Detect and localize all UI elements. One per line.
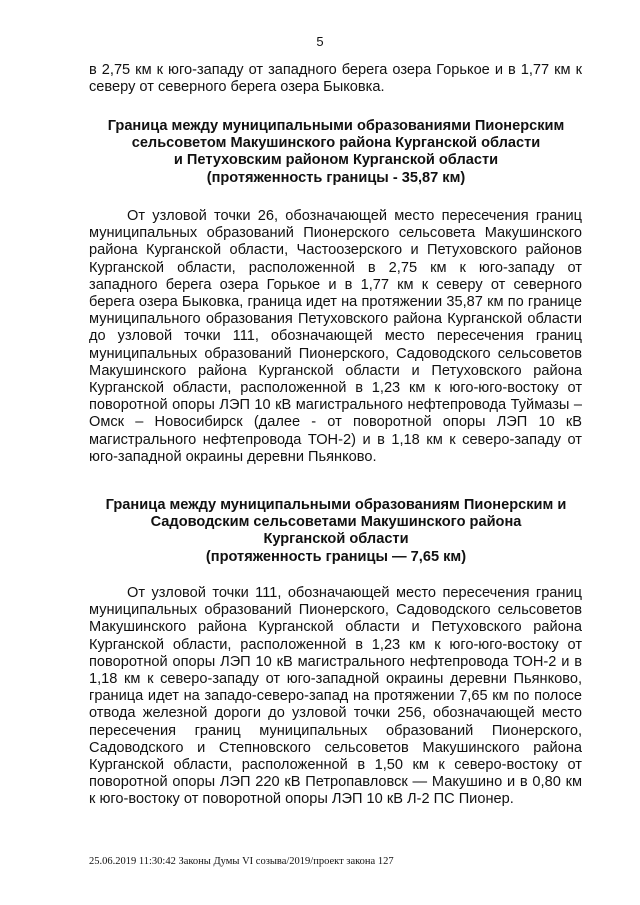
section1-heading-line: сельсоветом Макушинского района Курганской области (131, 135, 541, 152)
section1-heading-line: (протяженность границы - 35,87 км) (206, 169, 466, 186)
section2-heading-line: Граница между муниципальными образованиям Пионерским и (105, 497, 567, 513)
section2-heading-line: Курганской области (263, 531, 409, 548)
page-number: 5 (316, 34, 324, 49)
section2-heading-line: (протяженность границы — 7,65 км) (205, 548, 467, 565)
section1-heading (80, 118, 592, 187)
section1-paragraph: От узловой точки 26, обозначающей место пересечения границ муниципальных образований Пионерского сельсовета Макушинского района Курганской области, Частоозерского и Петуховского районов Курганской области, расположенной в 2,75 км к юго-западу от западного берега озера Горькое и в 1,77 км к северу от северного берега озера Быковка, граница идет на протяжении 35,87 км по границе муниципального образования Петуховского района Курганской области до узловой точки 111, обозначающей место пересечения границ муниципальных образований Пионерского, Садоводского сельсоветов Макушинского района Курганской области и Петуховского района Курганской области, расположенной в 1,23 км к юго-юго-востоку от поворотной опоры ЛЭП 10 кВ магистрального нефтепровода Туймазы – Омск – Новосибирск (далее - от поворотной опоры ЛЭП 10 кВ магистрального нефтепровода ТОН-2) и в 1,18 км к северо-западу от юго-западной окраины деревни Пьянково. (89, 208, 582, 465)
section2-paragraph: От узловой точки 111, обозначающей место пересечения границ муниципальных образований Пионерского, Садоводского сельсоветов Макушинского района Курганской области и Петуховского района Курганской области, расположенной в 1,23 км к юго-юго-востоку от поворотной опоры ЛЭП 10 кВ магистрального нефтепровода ТОН-2 и в 1,18 км к северо-западу от юго-западной окраины деревни Пьянково, граница идет на западо-северо-запад на протяжении 7,65 км по полосе отвода железной дороги до узловой точки 256, обозначающей место пересечения границ муниципальных образований Пионерского, Садоводского и Степновского сельсоветов Макушинского района Курганской области, расположенной в 1,50 км к северо-востоку от поворотной опоры ЛЭП 220 кВ Петропавловск — Макушино и в 0,80 км к юго-востоку от поворотной опоры ЛЭП 10 кВ Л-2 ПС Пионер. (89, 585, 582, 808)
section2-heading-line: Садоводским сельсоветами Макушинского района (150, 514, 522, 531)
section2-heading (80, 497, 592, 566)
section1-heading-line: и Петуховским районом Курганской области (173, 152, 499, 169)
section1-heading-line: Граница между муниципальными образованиями Пионерским (107, 118, 565, 134)
intro-paragraph: в 2,75 км к юго-западу от западного берега озера Горькое и в 1,77 км к северу от северного берега озера Быковка. (89, 62, 582, 96)
footer-document-info: 25.06.2019 11:30:42 Законы Думы VI созыва/2019/проект закона 127 (89, 856, 394, 867)
